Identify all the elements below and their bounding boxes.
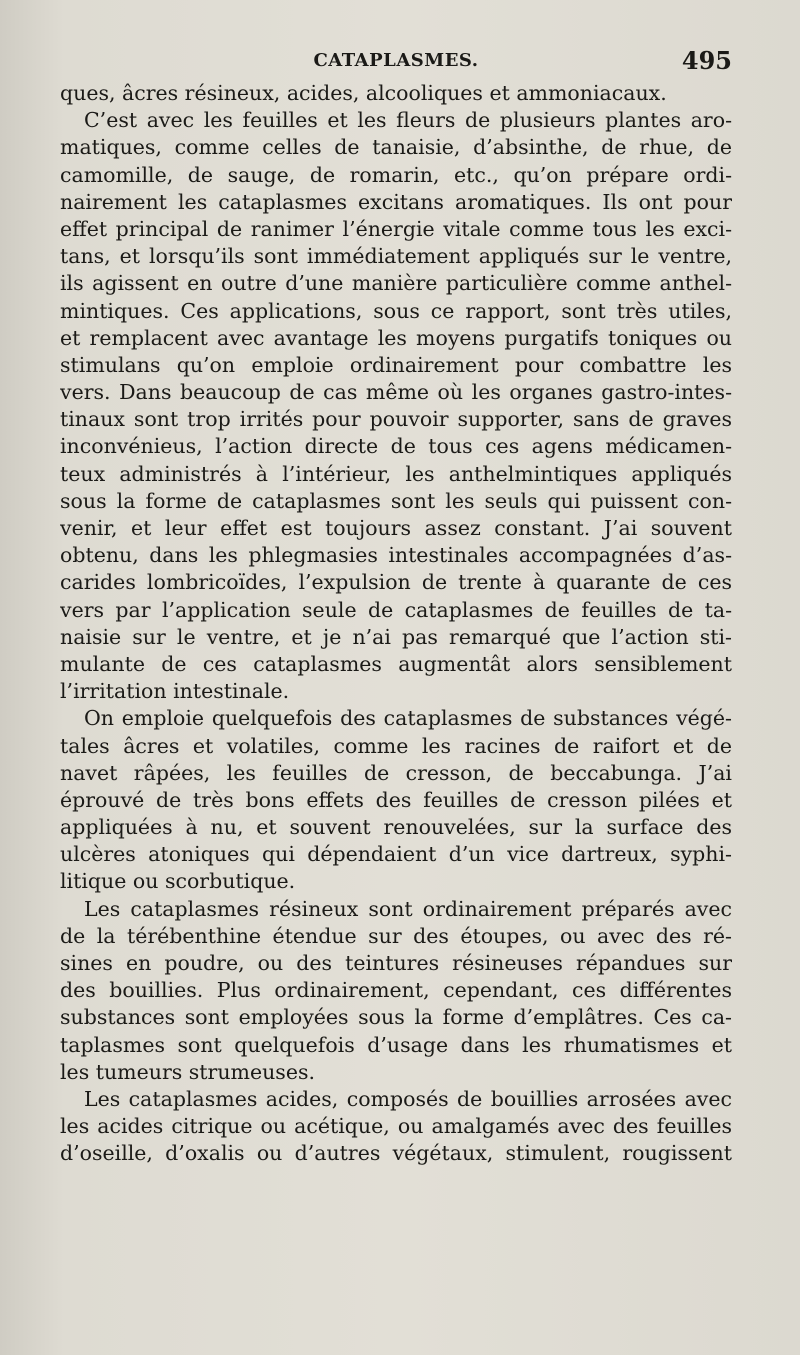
text-line: teux administrés à l’intérieur, les anthelmintiques appliqués (60, 461, 732, 486)
text-line: litique ou scorbutique. (60, 869, 296, 894)
text-line: sines en poudre, ou des teintures résineuses répandues sur (60, 951, 732, 975)
text-line: mintiques. Ces applications, sous ce rapport, sont très utiles, (60, 298, 732, 323)
text-line: de la térébenthine étendue sur des étoupes, ou avec des ré- (60, 923, 732, 948)
paragraph (60, 1086, 732, 1168)
text-line: vers. Dans beaucoup de cas même où les organes gastro-intes- (60, 380, 732, 405)
text-line: ils agissent en outre d’une manière particulière comme anthel- (60, 271, 732, 296)
text-line: sous la forme de cataplasmes sont les seuls qui puissent con- (60, 488, 732, 513)
text-line: mulante de ces cataplasmes augmentât alors sensiblement (60, 651, 732, 676)
text-line: C’est avec les feuilles et les fleurs de plusieurs plantes aro- (84, 108, 732, 133)
text-line: des bouillies. Plus ordinairement, cependant, ces différentes (60, 978, 732, 1003)
paragraph (60, 107, 732, 705)
text-line: inconvénieus, l’action directe de tous ces agens médicamen- (60, 434, 732, 459)
text-line: tans, et lorsqu’ils sont immédiatement appliqués sur le ventre, (60, 244, 732, 269)
paragraph (60, 80, 732, 107)
text-line: tinaux sont trop irrités pour pouvoir supporter, sans de graves (60, 407, 732, 432)
paragraph (60, 705, 732, 895)
text-line: venir, et leur effet est toujours assez constant. J’ai souvent (60, 516, 732, 540)
text-line: nairement les cataplasmes excitans aromatiques. Ils ont pour (60, 189, 732, 214)
text-line: taplasmes sont quelquefois d’usage dans les rhumatismes et (60, 1032, 732, 1057)
text-line: naisie sur le ventre, et je n’ai pas remarqué que l’action sti- (60, 624, 732, 649)
text-line: les tumeurs strumeuses. (60, 1059, 315, 1084)
paragraph (60, 896, 732, 1086)
running-title: CATAPLASMES. (313, 50, 479, 71)
text-line: stimulans qu’on emploie ordinairement pour combattre les (60, 352, 732, 377)
text-line: On emploie quelquefois des cataplasmes de substances végé- (84, 706, 732, 731)
text-line: les acides citrique ou acétique, ou amalgamés avec des feuilles (60, 1114, 732, 1139)
text-line: substances sont employées sous la forme d’emplâtres. Ces ca- (60, 1005, 732, 1030)
text-line: l’irritation intestinale. (60, 679, 290, 704)
text-line: ulcères atoniques qui dépendaient d’un vice dartreux, syphi- (60, 842, 732, 867)
page-number: 495 (681, 46, 732, 75)
text-line: navet râpées, les feuilles de cresson, de beccabunga. J’ai (60, 760, 732, 785)
body-text (60, 80, 732, 1168)
text-line: camomille, de sauge, de romarin, etc., qu’on prépare ordi- (60, 162, 732, 187)
text-line: et remplacent avec avantage les moyens purgatifs toniques ou (60, 325, 732, 350)
text-line: matiques, comme celles de tanaisie, d’absinthe, de rhue, de (60, 135, 732, 160)
text-line: obtenu, dans les phlegmasies intestinales accompagnées d’as- (60, 543, 732, 568)
text-line: ques, âcres résineux, acides, alcooliques et ammoniacaux. (60, 81, 667, 105)
text-line: Les cataplasmes résineux sont ordinairement préparés avec (84, 896, 732, 921)
text-line: Les cataplasmes acides, composés de bouillies arrosées avec (84, 1086, 732, 1111)
text-line: effet principal de ranimer l’énergie vitale comme tous les exci- (60, 216, 732, 241)
text-line: vers par l’application seule de cataplasmes de feuilles de ta- (60, 597, 732, 622)
page-header (60, 46, 732, 76)
text-line: d’oseille, d’oxalis ou d’autres végétaux, stimulent, rougissent (60, 1141, 732, 1166)
text-line: tales âcres et volatiles, comme les racines de raifort et de (60, 733, 732, 758)
text-line: appliquées à nu, et souvent renouvelées, sur la surface des (60, 815, 732, 840)
text-line: carides lombricoïdes, l’expulsion de trente à quarante de ces (60, 570, 732, 595)
text-line: éprouvé de très bons effets des feuilles de cresson pilées et (60, 787, 732, 812)
